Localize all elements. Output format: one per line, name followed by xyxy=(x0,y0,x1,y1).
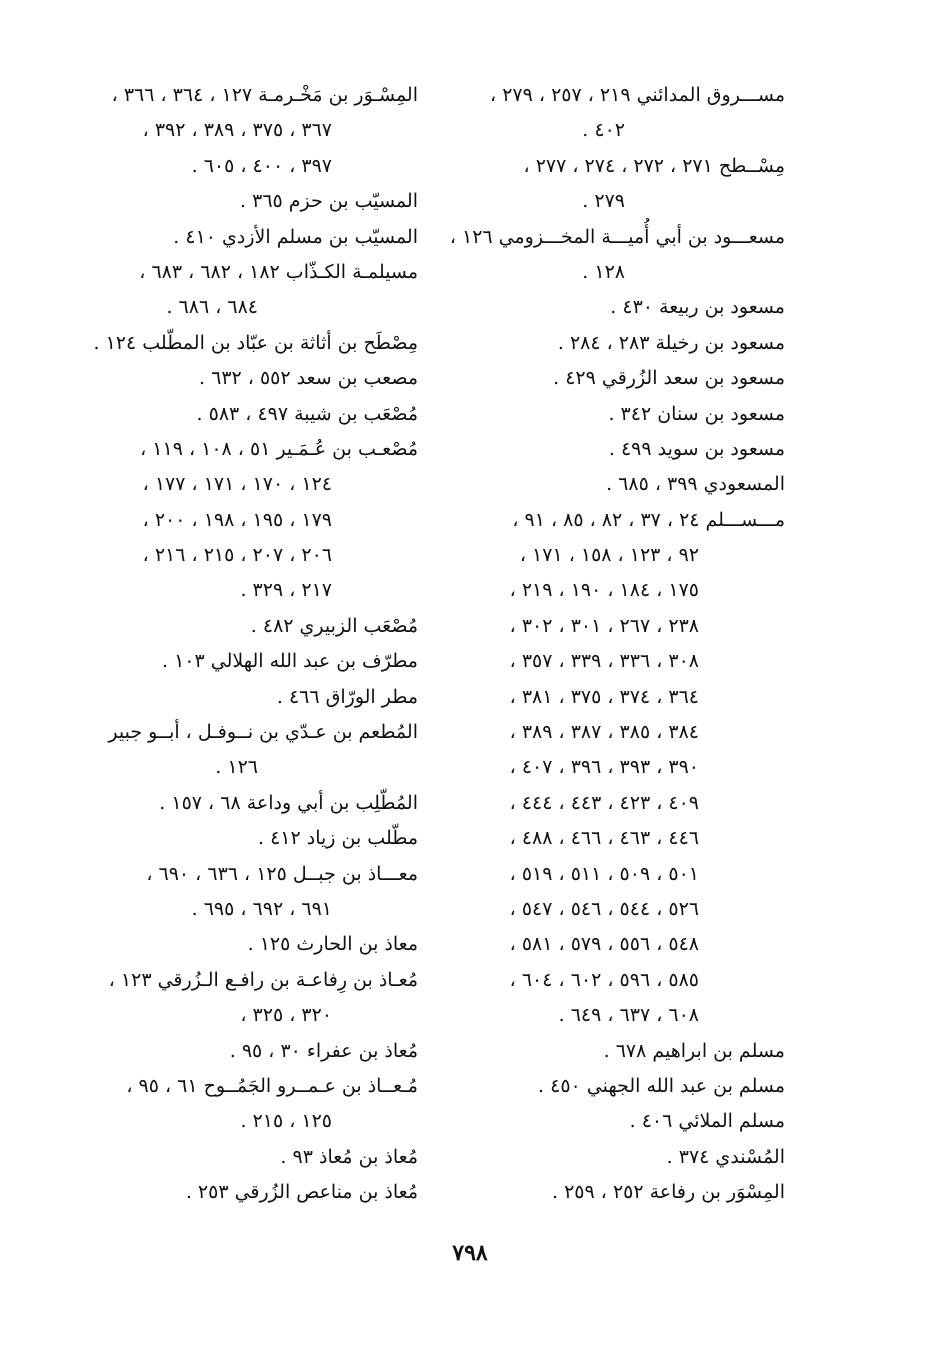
index-entry-line: ٣٩٧ ، ٤٠٠ ، ٦٠٥ . xyxy=(191,154,332,177)
index-entry-line: المسيّب بن مسلم الأزدي ٤١٠ . xyxy=(173,225,418,248)
index-entry-line: مِسْــطح ٢٧١ ، ٢٧٢ ، ٢٧٤ ، ٢٧٧ ، xyxy=(523,154,785,177)
index-entry-line: مطر الورّاق ٤٦٦ . xyxy=(276,685,418,708)
index-entry-line: مسعود بن ربيعة ٤٣٠ . xyxy=(610,296,785,319)
index-entry-line: مُصْعـب بن عُـمَـير ٥١ ، ١٠٨ ، ١١٩ ، xyxy=(140,437,418,460)
index-entry-line: مُعاذ بن عفراء ٣٠ ، ٩٥ . xyxy=(229,1039,418,1062)
index-entry-line: معـــاذ بن جبــل ١٢٥ ، ٦٣٦ ، ٦٩٠ ، xyxy=(146,862,418,885)
index-entry-line: مسعـــود بن أبي أُميـــة المخـــزومي ١٢٦ ، xyxy=(449,225,785,248)
index-entry-line: مسعود بن سويد ٤٩٩ . xyxy=(608,437,785,460)
index-entry-line: ٣٢٠ ، ٣٢٥ ، xyxy=(240,1004,332,1027)
index-entry-line: مسعود بن رخيلة ٢٨٣ ، ٢٨٤ . xyxy=(557,331,785,354)
index-entry-line: ٤٠٢ . xyxy=(582,119,625,142)
index-column-left xyxy=(78,78,418,1211)
index-entry-line: ١٢٨ . xyxy=(582,260,625,283)
index-entry-line: المسعودي ٣٩٩ ، ٦٨٥ . xyxy=(606,473,785,496)
index-entry-line: مسعود بن سنان ٣٤٢ . xyxy=(608,402,785,425)
index-entry-line: ٦٩١ ، ٦٩٢ ، ٦٩٥ . xyxy=(191,897,332,920)
index-entry-line: مِصْطَح بن أثاثة بن عبّاد بن المطّلب ١٢٤ . xyxy=(93,331,418,354)
index-entry-line: مســـروق المدائني ٢١٩ ، ٢٥٧ ، ٢٧٩ ، xyxy=(490,84,785,106)
index-entry-line: مطرّف بن عبد الله الهلالي ١٠٣ . xyxy=(162,650,418,673)
index-entry-line: ٥٨٥ ، ٥٩٦ ، ٦٠٢ ، ٦٠٤ ، xyxy=(509,968,699,991)
index-entry-line: مُعاذ بن مناعص الزُرقي ٢٥٣ . xyxy=(185,1181,418,1204)
index-entry-line: ٢٠٦ ، ٢٠٧ ، ٢١٥ ، ٢١٦ ، xyxy=(142,544,332,567)
index-entry-line: مُصْعَب الزبيري ٤٨٢ . xyxy=(250,614,418,637)
index-entry-line: ١٧٩ ، ١٩٥ ، ١٩٨ ، ٢٠٠ ، xyxy=(142,508,332,531)
index-entry-line: ٦٨٤ ، ٦٨٦ . xyxy=(166,296,258,319)
index-entry-line: مُعاذ بن مُعاذ ٩٣ . xyxy=(280,1145,418,1168)
index-entry-line: ٣٠٨ ، ٣٣٦ ، ٣٣٩ ، ٣٥٧ ، xyxy=(509,650,699,673)
index-entry-line: ٤٤٦ ، ٤٦٣ ، ٤٦٦ ، ٤٨٨ ، xyxy=(509,827,699,850)
index-entry-line: مصعب بن سعد ٥٥٢ ، ٦٣٢ . xyxy=(199,367,418,390)
index-entry-line: مسلم بن عبد الله الجهني ٤٥٠ . xyxy=(538,1074,785,1097)
index-entry-line: ٣٩٠ ، ٣٩٣ ، ٣٩٦ ، ٤٠٧ ، xyxy=(509,756,699,779)
index-entry-line: ٣٨٤ ، ٣٨٥ ، ٣٨٧ ، ٣٨٩ ، xyxy=(509,721,699,744)
index-entry-line: ٩٢ ، ١٢٣ ، ١٥٨ ، ١٧١ ، xyxy=(519,544,699,567)
index-entry-line: مسعود بن سعد الزُرقي ٤٢٩ . xyxy=(553,367,785,390)
index-entry-line: المُطعم بن عـدّي بن نــوفـل ، أبــو جبير xyxy=(108,721,418,744)
index-entry-line: ٥٤٨ ، ٥٥٦ ، ٥٧٩ ، ٥٨١ ، xyxy=(509,933,699,956)
index-entry-line: معاذ بن الحارث ١٢٥ . xyxy=(247,933,418,956)
index-entry-line: ١٢٤ ، ١٧٠ ، ١٧١ ، ١٧٧ ، xyxy=(142,473,332,496)
index-entry-line: المسيّب بن حزم ٣٦٥ . xyxy=(240,190,418,213)
index-entry-line: مطّلب بن زياد ٤١٢ . xyxy=(257,827,418,850)
index-entry-line: مُعـاذ بن رِفاعـة بن رافـع الـزُرقي ١٢٣ ، xyxy=(108,968,418,991)
index-entry-line: ١٧٥ ، ١٨٤ ، ١٩٠ ، ٢١٩ ، xyxy=(509,579,699,602)
index-entry-line: مسلم بن ابراهيم ٦٧٨ . xyxy=(603,1039,785,1062)
index-entry-line: مسيلمـة الكـذّاب ١٨٢ ، ٦٨٢ ، ٦٨٣ ، xyxy=(139,260,418,283)
index-entry-line: ٦٠٨ ، ٦٣٧ ، ٦٤٩ . xyxy=(558,1004,699,1027)
index-entry-line: ٢١٧ ، ٣٢٩ . xyxy=(240,579,332,602)
index-entry-line: ٤٠٩ ، ٤٢٣ ، ٤٤٣ ، ٤٤٤ ، xyxy=(509,791,699,814)
index-entry-line: المُطّلِب بن أبي وداعة ٦٨ ، ١٥٧ . xyxy=(159,791,418,814)
index-entry-line: ٥٠١ ، ٥٠٩ ، ٥١١ ، ٥١٩ ، xyxy=(509,862,699,885)
index-column-right xyxy=(449,78,785,1211)
index-entry-line: المِسْوَر بن رفاعة ٢٥٢ ، ٢٥٩ . xyxy=(552,1181,785,1204)
index-entry-line: مُـعــاذ بن عـمــرو الجَمُــوح ٦١ ، ٩٥ ، xyxy=(126,1074,418,1097)
index-entry-line: ١٢٥ ، ٢١٥ . xyxy=(240,1110,332,1133)
index-entry-line: مسلم الملائي ٤٠٦ . xyxy=(629,1110,785,1133)
page-number: ٧٩٨ xyxy=(452,1240,488,1266)
index-entry-line: المُسْندي ٣٧٤ . xyxy=(666,1145,785,1168)
index-entry-line: ٣٦٧ ، ٣٧٥ ، ٣٨٩ ، ٣٩٢ ، xyxy=(142,119,332,142)
index-entry-line: مُصْعَب بن شيبة ٤٩٧ ، ٥٨٣ . xyxy=(196,402,418,425)
index-entry-line: ٥٢٦ ، ٥٤٤ ، ٥٤٦ ، ٥٤٧ ، xyxy=(509,897,699,920)
index-entry-line: ٢٣٨ ، ٢٦٧ ، ٣٠١ ، ٣٠٢ ، xyxy=(509,614,699,637)
index-entry-line: مـــســـلم ٢٤ ، ٣٧ ، ٨٢ ، ٨٥ ، ٩١ ، xyxy=(512,508,785,531)
index-entry-line: المِسْـوَر بن مَخْـرمـة ١٢٧ ، ٣٦٤ ، ٣٦٦ ، xyxy=(111,84,418,106)
index-entry-line: ٢٧٩ . xyxy=(582,190,625,213)
index-entry-line: ٣٦٤ ، ٣٧٤ ، ٣٧٥ ، ٣٨١ ، xyxy=(509,685,699,708)
index-entry-line: ١٢٦ . xyxy=(215,756,258,779)
